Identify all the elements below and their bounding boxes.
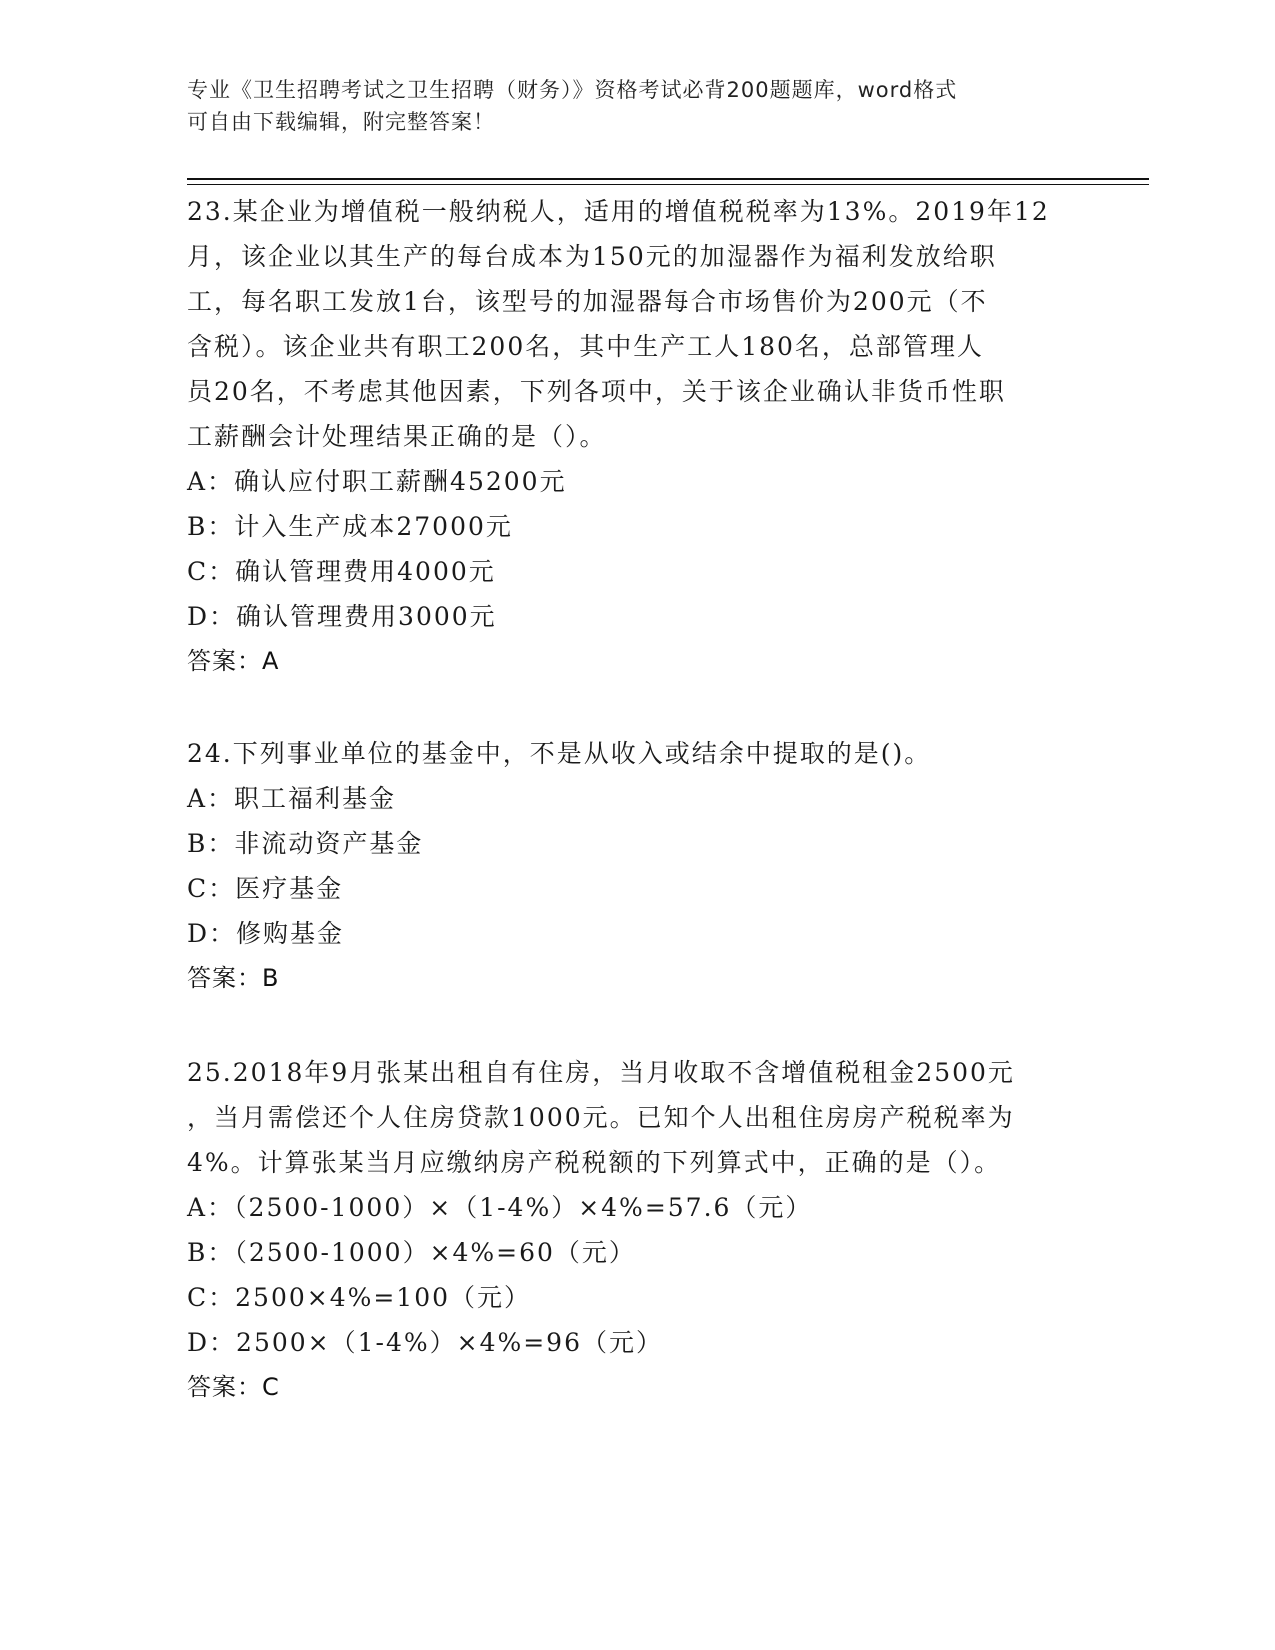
answer-label: 答案：A <box>187 647 280 675</box>
question-text-line: 工薪酬会计处理结果正确的是（）。 <box>187 422 607 451</box>
question-23 <box>187 189 1087 684</box>
option-a: A：（2500-1000）×（1-4%）×4%=57.6（元） <box>187 1193 813 1222</box>
question-text-line: 工，每名职工发放1台，该型号的加湿器每合市场售价为200元（不 <box>187 287 988 316</box>
answer-label: 答案：C <box>187 1373 280 1401</box>
question-text-line: 员20名，不考虑其他因素，下列各项中，关于该企业确认非货币性职 <box>187 377 1006 406</box>
option-a: A：职工福利基金 <box>187 784 397 813</box>
question-text-line: 23.某企业为增值税一般纳税人，适用的增值税税率为13%。2019年12 <box>187 197 1050 226</box>
question-text-line: 24.下列事业单位的基金中，不是从收入或结余中提取的是()。 <box>187 739 932 768</box>
option-b: B：计入生产成本27000元 <box>187 512 513 541</box>
header-divider-thin <box>187 184 1149 185</box>
question-text-line: ，当月需偿还个人住房贷款1000元。已知个人出租住房房产税税率为 <box>187 1103 1015 1132</box>
answer-label: 答案：B <box>187 964 280 992</box>
option-b: B：非流动资产基金 <box>187 829 424 858</box>
question-text-line: 含税）。该企业共有职工200名，其中生产工人180名，总部管理人 <box>187 332 984 361</box>
option-c: C：确认管理费用4000元 <box>187 557 496 586</box>
question-text-line: 25.2018年9月张某出租自有住房，当月收取不含增值税租金2500元 <box>187 1058 1015 1087</box>
document-header <box>187 74 1087 138</box>
header-line-1: 专业《卫生招聘考试之卫生招聘（财务）》资格考试必背200题题库，word格式 <box>187 78 958 102</box>
question-text-line: 4%。计算张某当月应缴纳房产税税额的下列算式中，正确的是（）。 <box>187 1148 1002 1177</box>
option-b: B：（2500-1000）×4%=60（元） <box>187 1238 636 1267</box>
header-divider-thick <box>187 178 1149 180</box>
option-d: D：修购基金 <box>187 919 345 948</box>
option-c: C：医疗基金 <box>187 874 344 903</box>
question-25 <box>187 1050 1087 1410</box>
question-text-line: 月，该企业以其生产的每台成本为150元的加湿器作为福利发放给职 <box>187 242 997 271</box>
question-24 <box>187 731 1087 1001</box>
header-line-2: 可自由下载编辑，附完整答案！ <box>187 110 495 134</box>
option-d: D：确认管理费用3000元 <box>187 602 497 631</box>
option-a: A：确认应付职工薪酬45200元 <box>187 467 567 496</box>
option-d: D：2500×（1-4%）×4%=96（元） <box>187 1328 663 1357</box>
option-c: C：2500×4%=100（元） <box>187 1283 532 1312</box>
